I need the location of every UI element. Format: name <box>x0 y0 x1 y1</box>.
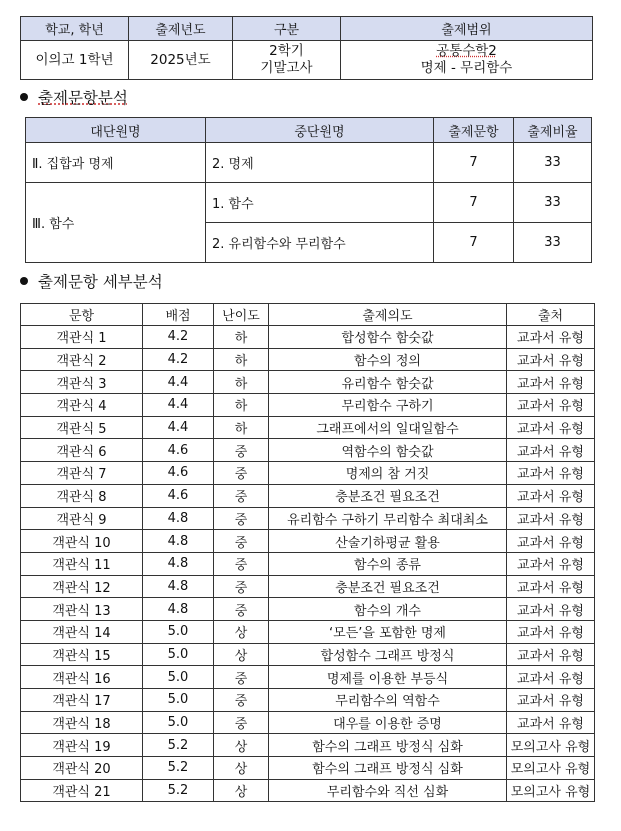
table-row <box>21 598 595 621</box>
question-source: 교과서 유형 <box>507 620 595 643</box>
question-intent: 함수의 정의 <box>269 348 507 371</box>
unit-row <box>26 183 592 223</box>
question-number: 객관식 17 <box>21 689 143 712</box>
question-intent: 유리함수 구하기 무리함수 최대최소 <box>269 507 507 530</box>
question-points: 4.6 <box>143 462 214 485</box>
question-difficulty: 하 <box>214 326 269 349</box>
question-points: 4.8 <box>143 575 214 598</box>
table-row <box>21 507 595 530</box>
question-number: 객관식 13 <box>21 598 143 621</box>
section-title-detail <box>20 270 163 292</box>
question-difficulty: 중 <box>214 711 269 734</box>
question-number: 객관식 16 <box>21 666 143 689</box>
question-source: 교과서 유형 <box>507 394 595 417</box>
question-difficulty: 하 <box>214 371 269 394</box>
table-row <box>21 439 595 462</box>
question-intent: 함수의 그래프 방정식 심화 <box>269 757 507 780</box>
exam-year: 2025년도 <box>129 41 233 80</box>
question-number: 객관식 10 <box>21 530 143 553</box>
question-ratio: 33 <box>514 143 592 183</box>
question-points: 5.2 <box>143 734 214 757</box>
question-points: 4.6 <box>143 484 214 507</box>
table-row <box>21 643 595 666</box>
detail-header-points: 배점 <box>143 304 214 326</box>
question-points: 4.4 <box>143 416 214 439</box>
unit-analysis-table <box>25 117 592 263</box>
table-row <box>21 326 595 349</box>
question-source: 교과서 유형 <box>507 575 595 598</box>
question-source: 교과서 유형 <box>507 371 595 394</box>
table-row <box>21 575 595 598</box>
question-intent: 합성함수 그래프 방정식 <box>269 643 507 666</box>
question-number: 객관식 4 <box>21 394 143 417</box>
unit-header-count: 출제문항 <box>434 118 514 143</box>
bullet-icon <box>20 277 28 285</box>
question-source: 교과서 유형 <box>507 689 595 712</box>
question-source: 교과서 유형 <box>507 666 595 689</box>
question-source: 교과서 유형 <box>507 439 595 462</box>
question-source: 교과서 유형 <box>507 552 595 575</box>
table-row <box>21 552 595 575</box>
question-ratio: 33 <box>514 183 592 223</box>
question-intent: 함수의 개수 <box>269 598 507 621</box>
section-title-analysis <box>20 86 128 108</box>
question-difficulty: 상 <box>214 757 269 780</box>
table-row <box>21 348 595 371</box>
unit-header-ratio: 출제비율 <box>514 118 592 143</box>
question-count: 7 <box>434 183 514 223</box>
question-intent: 그래프에서의 일대일함수 <box>269 416 507 439</box>
question-source: 교과서 유형 <box>507 643 595 666</box>
detail-header-number: 문항 <box>21 304 143 326</box>
unit-header-row <box>26 118 592 143</box>
unit-header-minor: 중단원명 <box>206 118 434 143</box>
question-number: 객관식 19 <box>21 734 143 757</box>
question-number: 객관식 1 <box>21 326 143 349</box>
question-source: 교과서 유형 <box>507 530 595 553</box>
question-number: 객관식 18 <box>21 711 143 734</box>
question-difficulty: 중 <box>214 552 269 575</box>
question-points: 5.0 <box>143 620 214 643</box>
exam-info-table <box>20 16 593 80</box>
question-source: 모의고사 유형 <box>507 757 595 780</box>
question-points: 5.2 <box>143 779 214 802</box>
question-number: 객관식 15 <box>21 643 143 666</box>
question-points: 4.8 <box>143 507 214 530</box>
table-row <box>21 416 595 439</box>
question-count: 7 <box>434 143 514 183</box>
table-row <box>21 530 595 553</box>
question-points: 5.2 <box>143 757 214 780</box>
unit-row <box>26 143 592 183</box>
question-intent: 대우를 이용한 증명 <box>269 711 507 734</box>
question-source: 모의고사 유형 <box>507 734 595 757</box>
bullet-icon <box>20 93 28 101</box>
table-row <box>21 620 595 643</box>
detail-header-source: 출처 <box>507 304 595 326</box>
question-points: 4.2 <box>143 326 214 349</box>
question-intent: 충분조건 필요조건 <box>269 575 507 598</box>
info-header-range: 출제범위 <box>341 17 593 41</box>
question-intent: 무리함수와 직선 심화 <box>269 779 507 802</box>
question-intent: 명제를 이용한 부등식 <box>269 666 507 689</box>
info-header-school: 학교, 학년 <box>21 17 129 41</box>
detail-header-difficulty: 난이도 <box>214 304 269 326</box>
question-difficulty: 중 <box>214 598 269 621</box>
info-header-term: 구분 <box>233 17 341 41</box>
info-header-year: 출제년도 <box>129 17 233 41</box>
question-intent: 유리함수 함숫값 <box>269 371 507 394</box>
question-points: 4.8 <box>143 530 214 553</box>
question-source: 모의고사 유형 <box>507 779 595 802</box>
info-header-row <box>21 17 593 41</box>
question-intent: ‘모든’을 포함한 명제 <box>269 620 507 643</box>
table-row <box>21 666 595 689</box>
question-number: 객관식 12 <box>21 575 143 598</box>
table-row <box>21 779 595 802</box>
major-unit: Ⅱ. 집합과 명제 <box>26 143 206 183</box>
question-intent: 합성함수 함숫값 <box>269 326 507 349</box>
detail-header-intent: 출제의도 <box>269 304 507 326</box>
question-difficulty: 중 <box>214 507 269 530</box>
question-difficulty: 중 <box>214 530 269 553</box>
question-number: 객관식 21 <box>21 779 143 802</box>
exam-range <box>341 41 593 80</box>
question-points: 5.0 <box>143 689 214 712</box>
question-points: 4.2 <box>143 348 214 371</box>
question-number: 객관식 14 <box>21 620 143 643</box>
table-row <box>21 371 595 394</box>
question-ratio: 33 <box>514 223 592 263</box>
question-detail-table <box>20 303 595 802</box>
question-intent: 명제의 참 거짓 <box>269 462 507 485</box>
question-difficulty: 하 <box>214 416 269 439</box>
detail-table-body <box>21 326 595 802</box>
school-grade: 이의고 1학년 <box>21 41 129 80</box>
question-intent: 역함수의 함숫값 <box>269 439 507 462</box>
question-intent: 함수의 종류 <box>269 552 507 575</box>
question-difficulty: 중 <box>214 689 269 712</box>
question-difficulty: 중 <box>214 666 269 689</box>
table-row <box>21 484 595 507</box>
question-source: 교과서 유형 <box>507 462 595 485</box>
question-difficulty: 하 <box>214 394 269 417</box>
question-points: 4.6 <box>143 439 214 462</box>
question-intent: 충분조건 필요조건 <box>269 484 507 507</box>
range-line-1: 공통수학2 <box>436 43 497 59</box>
question-source: 교과서 유형 <box>507 711 595 734</box>
question-points: 4.4 <box>143 371 214 394</box>
question-number: 객관식 3 <box>21 371 143 394</box>
detail-header-row <box>21 304 595 326</box>
exam-term <box>233 41 341 80</box>
question-number: 객관식 11 <box>21 552 143 575</box>
question-intent: 무리함수의 역함수 <box>269 689 507 712</box>
question-points: 4.4 <box>143 394 214 417</box>
section-title-analysis-text: 출제문항분석 <box>38 89 128 107</box>
minor-unit: 2. 명제 <box>206 143 434 183</box>
question-source: 교과서 유형 <box>507 326 595 349</box>
question-points: 4.8 <box>143 598 214 621</box>
info-value-row <box>21 41 593 80</box>
question-number: 객관식 2 <box>21 348 143 371</box>
unit-header-major: 대단원명 <box>26 118 206 143</box>
question-difficulty: 상 <box>214 643 269 666</box>
question-points: 5.0 <box>143 643 214 666</box>
question-difficulty: 하 <box>214 348 269 371</box>
question-count: 7 <box>434 223 514 263</box>
table-row <box>21 734 595 757</box>
term-line-1: 2학기 <box>269 43 304 59</box>
table-row <box>21 462 595 485</box>
question-difficulty: 중 <box>214 575 269 598</box>
question-difficulty: 상 <box>214 779 269 802</box>
question-number: 객관식 8 <box>21 484 143 507</box>
table-row <box>21 757 595 780</box>
question-points: 5.0 <box>143 711 214 734</box>
question-difficulty: 중 <box>214 484 269 507</box>
table-row <box>21 689 595 712</box>
table-row <box>21 394 595 417</box>
question-number: 객관식 6 <box>21 439 143 462</box>
question-points: 5.0 <box>143 666 214 689</box>
question-source: 교과서 유형 <box>507 416 595 439</box>
question-source: 교과서 유형 <box>507 348 595 371</box>
major-unit: Ⅲ. 함수 <box>26 183 206 263</box>
question-number: 객관식 7 <box>21 462 143 485</box>
section-title-detail-text: 출제문항 세부분석 <box>38 273 163 291</box>
question-intent: 함수의 그래프 방정식 심화 <box>269 734 507 757</box>
question-source: 교과서 유형 <box>507 507 595 530</box>
range-line-2: 명제 - 무리함수 <box>420 60 513 76</box>
question-difficulty: 중 <box>214 439 269 462</box>
question-intent: 산술기하평균 활용 <box>269 530 507 553</box>
term-line-2: 기말고사 <box>260 60 313 76</box>
question-difficulty: 중 <box>214 462 269 485</box>
question-points: 4.8 <box>143 552 214 575</box>
table-row <box>21 711 595 734</box>
question-source: 교과서 유형 <box>507 484 595 507</box>
question-difficulty: 상 <box>214 620 269 643</box>
minor-unit: 1. 함수 <box>206 183 434 223</box>
question-number: 객관식 20 <box>21 757 143 780</box>
question-number: 객관식 9 <box>21 507 143 530</box>
question-number: 객관식 5 <box>21 416 143 439</box>
question-difficulty: 상 <box>214 734 269 757</box>
question-intent: 무리함수 구하기 <box>269 394 507 417</box>
minor-unit: 2. 유리함수와 무리함수 <box>206 223 434 263</box>
question-source: 교과서 유형 <box>507 598 595 621</box>
